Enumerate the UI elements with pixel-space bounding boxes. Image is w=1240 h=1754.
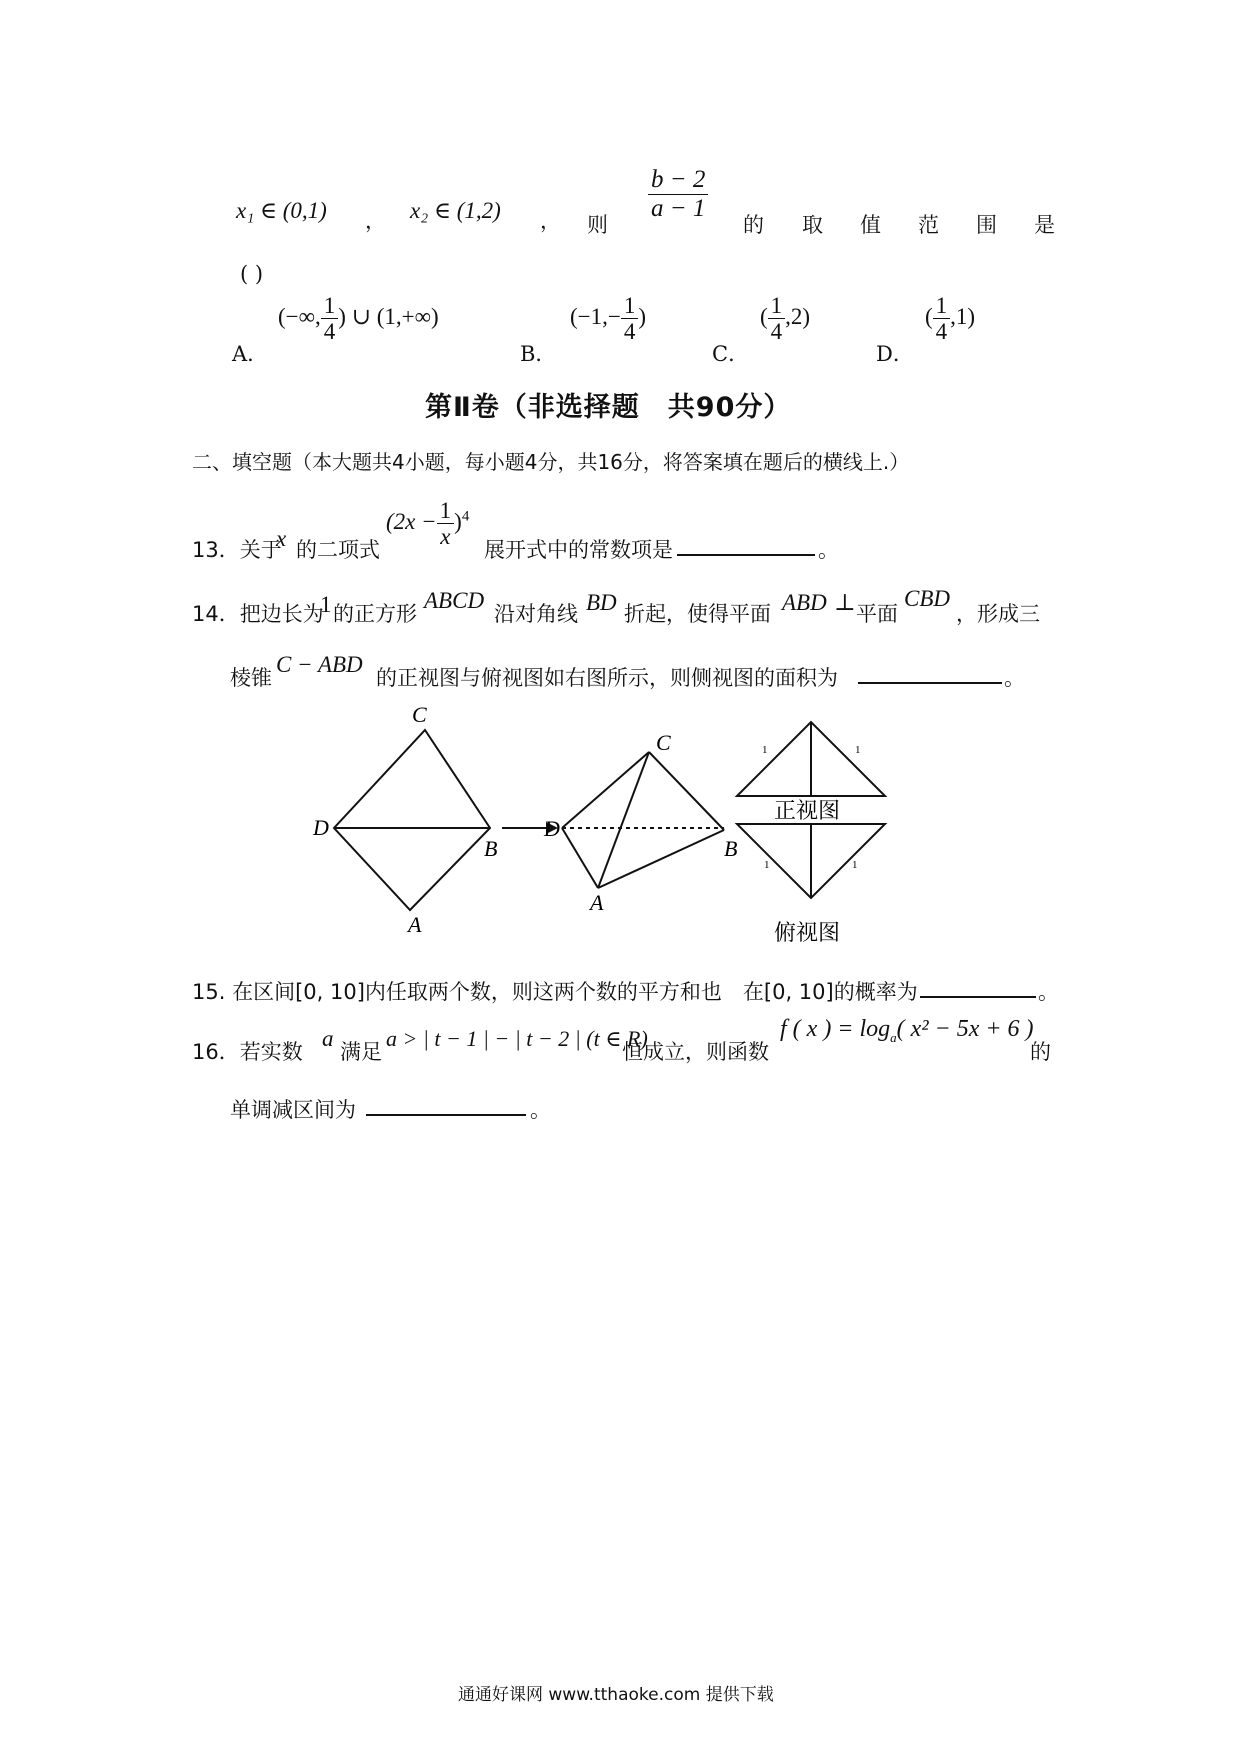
square-label-c: C bbox=[412, 702, 427, 727]
q14-line1-c: 沿对角线 bbox=[494, 602, 578, 626]
square-label-d: D bbox=[313, 815, 329, 840]
pyramid-label-a: A bbox=[590, 890, 604, 915]
option-d-pre: ( bbox=[925, 304, 933, 330]
answer-parentheses: ( ) bbox=[240, 262, 264, 286]
section-two-heading: 二、填空题（本大题共4小题，每小题4分，共16分，将答案填在题后的横线上.） bbox=[192, 450, 910, 474]
comma-1: ， bbox=[365, 209, 386, 233]
q13-end: 。 bbox=[818, 538, 839, 562]
option-a-value bbox=[278, 293, 439, 345]
option-d-post: ,1) bbox=[950, 304, 976, 330]
q16-line1-d: 的 bbox=[1030, 1040, 1051, 1064]
option-b-label: B． bbox=[520, 342, 557, 366]
pyramid-label-d: D bbox=[544, 816, 560, 841]
option-c-post: ,2) bbox=[785, 304, 811, 330]
option-b-post: ) bbox=[638, 304, 647, 330]
then-word: 则 bbox=[587, 213, 608, 237]
q14-answer-blank[interactable] bbox=[858, 662, 1002, 684]
option-c-value bbox=[760, 293, 810, 345]
q13-expr-num: 1 bbox=[437, 498, 455, 524]
footer-source: 通通好课网 www.tthaoke.com 提供下载 bbox=[458, 1685, 774, 1705]
front-view-label: 正视图 bbox=[774, 799, 841, 824]
pyramid-label-c: C bbox=[656, 730, 671, 755]
option-c-pre: ( bbox=[760, 304, 768, 330]
option-b-value bbox=[570, 293, 646, 345]
option-d-den: 4 bbox=[935, 319, 948, 345]
option-a-num: 1 bbox=[321, 293, 339, 319]
x2-condition: x₂ ∈ (1,2) bbox=[410, 198, 501, 223]
q13-mid: 的二项式 bbox=[296, 538, 380, 562]
q14-abcd: ABCD bbox=[424, 588, 485, 613]
q13-number: 13．关于 bbox=[192, 538, 282, 562]
option-b-den: 4 bbox=[623, 319, 636, 345]
range-word-6: 是 bbox=[1034, 213, 1055, 237]
q16-answer-blank[interactable] bbox=[366, 1094, 526, 1116]
q15-text: 15. 在区间[0, 10]内任取两个数，则这两个数的平方和也 在[0, 10]的概率为 bbox=[192, 980, 918, 1004]
option-c-den: 4 bbox=[770, 319, 783, 345]
pyramid-edge-da bbox=[562, 828, 598, 888]
q16-line2: 单调减区间为 bbox=[230, 1098, 356, 1122]
option-b-num: 1 bbox=[621, 293, 639, 319]
top-view-label: 俯视图 bbox=[774, 921, 841, 946]
q16-line1-b: 满足 bbox=[340, 1040, 382, 1064]
q14-line1-e: 平面 bbox=[856, 602, 898, 626]
q14-line1-a: 14．把边长为 bbox=[192, 602, 324, 626]
option-a-pre: (−∞, bbox=[278, 304, 321, 330]
part-two-title: 第Ⅱ卷（非选择题 共90分） bbox=[425, 392, 792, 423]
ratio-fraction bbox=[648, 166, 708, 222]
flat-square bbox=[334, 730, 490, 910]
top-view bbox=[737, 824, 885, 898]
q16-line1-a: 16．若实数 bbox=[192, 1040, 303, 1064]
comma-2: ， bbox=[540, 209, 561, 233]
q13-answer-blank[interactable] bbox=[677, 534, 815, 556]
front-view-edge-left: 1 bbox=[762, 744, 768, 756]
q16-inequality: a > | t − 1 | − | t − 2 | (t ∈ R) bbox=[386, 1026, 648, 1051]
q14-cbd: CBD bbox=[904, 586, 950, 611]
q14-abd: ABD bbox=[782, 590, 827, 615]
q13-variable: x bbox=[276, 526, 287, 551]
q14-line1-d: 折起，使得平面 bbox=[624, 602, 771, 626]
q16-var-a: a bbox=[322, 1026, 334, 1051]
q14-figure bbox=[300, 700, 920, 950]
square-label-a: A bbox=[408, 912, 422, 937]
front-view-edge-right: 1 bbox=[855, 744, 861, 756]
q14-line2-b: 的正视图与俯视图如右图所示，则侧视图的面积为 bbox=[376, 666, 838, 690]
top-view-edge-right: 1 bbox=[852, 859, 858, 871]
fraction-numerator: b − 2 bbox=[648, 166, 708, 195]
q16-end: 。 bbox=[530, 1098, 551, 1122]
x1-condition: x₁ ∈ (0,1) bbox=[236, 198, 327, 223]
square-label-b: B bbox=[484, 836, 498, 861]
pyramid-label-b: B bbox=[724, 836, 738, 861]
pyramid-edge-dc bbox=[562, 752, 649, 828]
option-d-num: 1 bbox=[933, 293, 951, 319]
q13-expression bbox=[386, 498, 469, 550]
option-b-pre: (−1,− bbox=[570, 304, 621, 330]
front-view bbox=[737, 722, 885, 796]
top-view-edge-left: 1 bbox=[764, 859, 770, 871]
q15-end: 。 bbox=[1038, 980, 1059, 1004]
pyramid bbox=[562, 752, 724, 888]
q13-expr-den: x bbox=[440, 524, 451, 550]
q16-function bbox=[780, 1016, 1034, 1046]
range-word-4: 范 bbox=[918, 213, 939, 237]
q14-line2-a: 棱锥 bbox=[230, 666, 272, 690]
option-a-label: A． bbox=[232, 342, 269, 366]
option-d-label: D． bbox=[876, 342, 914, 366]
pyramid-edge-cb bbox=[649, 752, 724, 830]
q14-cabd: C − ABD bbox=[276, 652, 363, 677]
square-outline bbox=[334, 730, 490, 910]
range-word-2: 取 bbox=[802, 213, 823, 237]
q13-tail: 展开式中的常数项是 bbox=[484, 538, 673, 562]
q14-perp: ⊥ bbox=[834, 590, 856, 615]
q16-func-arg: ( x² − 5x + 6 ) bbox=[896, 1016, 1034, 1042]
option-a-den: 4 bbox=[323, 319, 336, 345]
range-word-3: 值 bbox=[860, 213, 881, 237]
q16-line1-c: 恒成立，则函数 bbox=[622, 1040, 769, 1064]
option-d-value bbox=[925, 293, 975, 345]
q16-func-name: f ( x ) = log bbox=[780, 1016, 891, 1042]
range-word-1: 的 bbox=[743, 213, 764, 237]
q14-bd: BD bbox=[586, 590, 617, 615]
fraction-denominator: a − 1 bbox=[651, 194, 706, 222]
q14-line1-f: ，形成三 bbox=[956, 602, 1040, 626]
option-c-label: C． bbox=[712, 342, 750, 366]
range-word-5: 围 bbox=[976, 213, 997, 237]
q14-line1-b: 的正方形 bbox=[333, 602, 417, 626]
q15-answer-blank[interactable] bbox=[920, 976, 1036, 998]
q14-one: 1 bbox=[320, 592, 332, 617]
option-a-post: ) ∪ (1,+∞) bbox=[338, 304, 439, 330]
q13-expr-pre: (2x − bbox=[386, 509, 437, 535]
q13-exponent: 4 bbox=[461, 508, 470, 525]
q16-func-base: a bbox=[890, 1029, 897, 1045]
q14-end: 。 bbox=[1004, 666, 1025, 690]
q13-expr-post: ) bbox=[454, 509, 462, 535]
option-c-num: 1 bbox=[768, 293, 786, 319]
